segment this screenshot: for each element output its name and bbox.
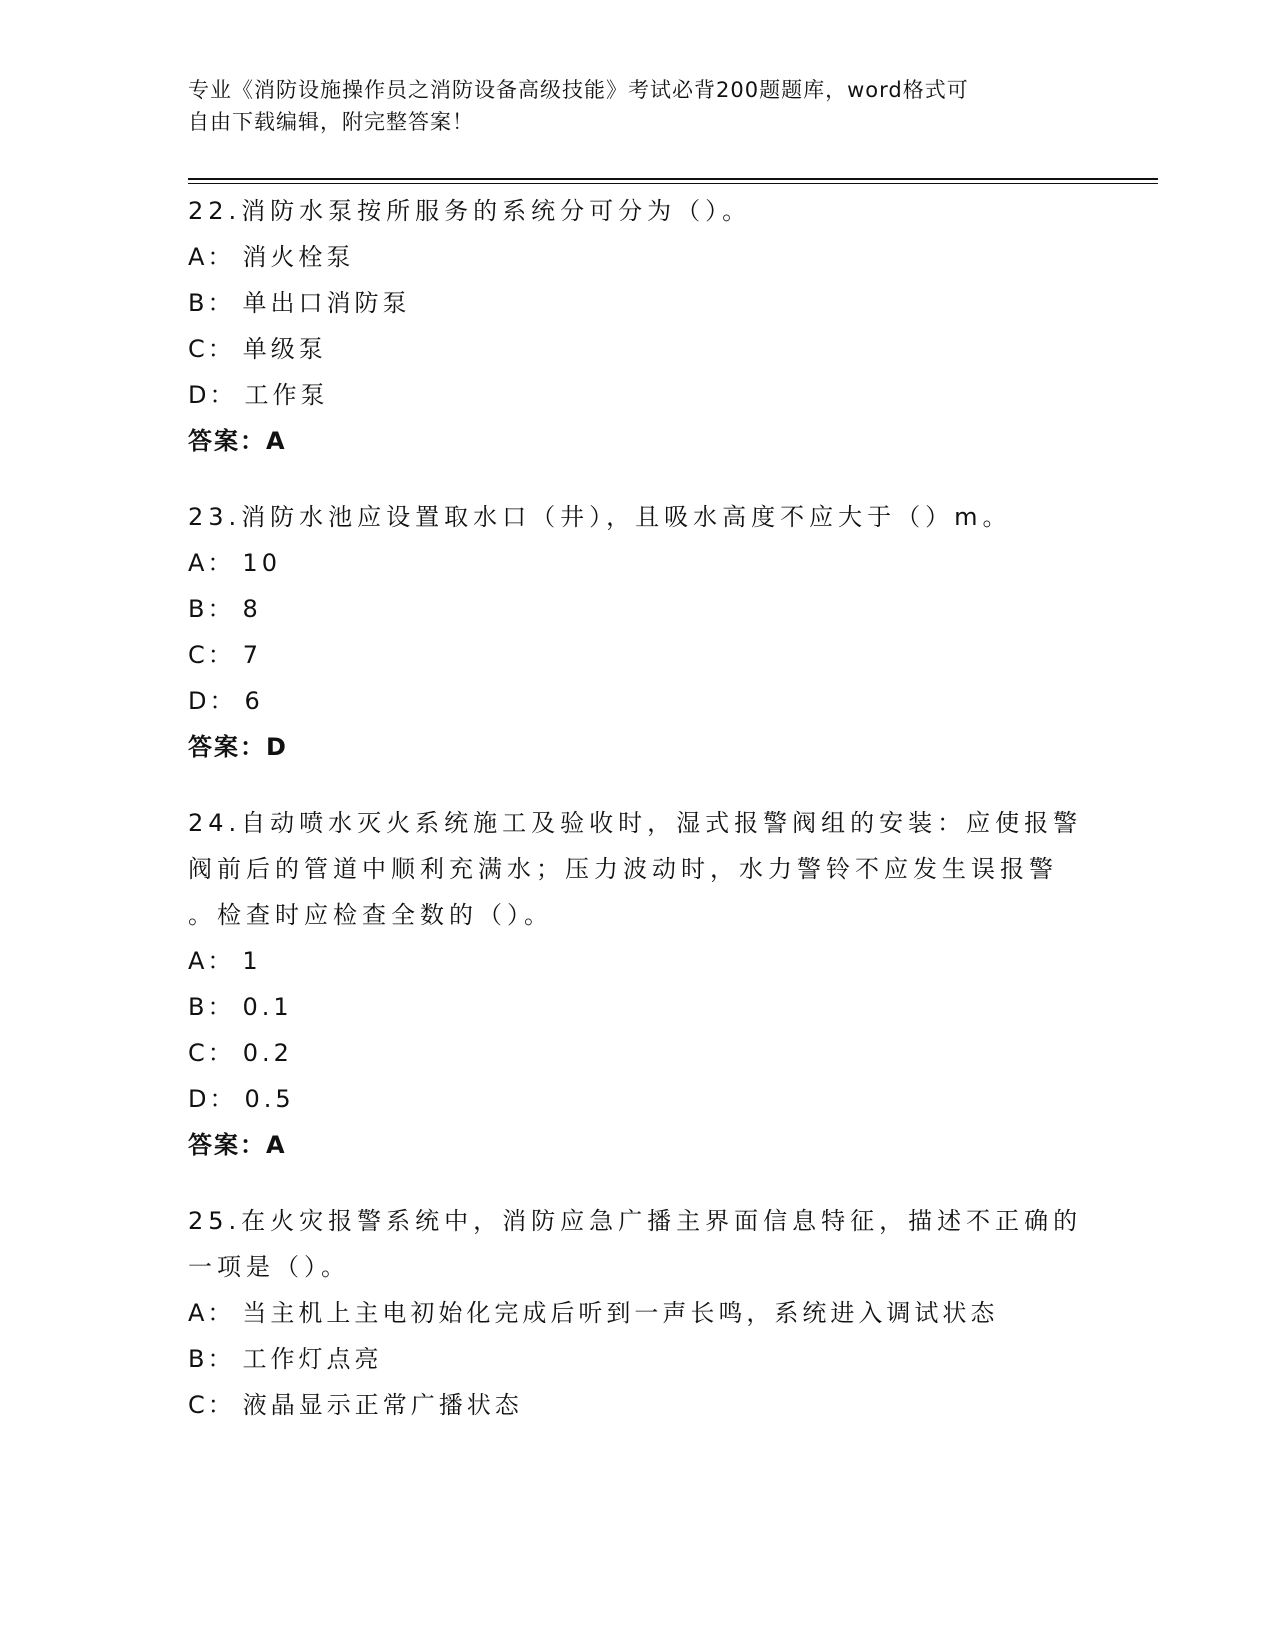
option-c — [188, 1030, 1088, 1076]
option-text: 当主机上主电初始化完成后听到一声长鸣，系统进入调试状态 — [242, 1299, 999, 1327]
option-letter: A： — [188, 549, 235, 577]
option-letter: B： — [188, 993, 235, 1021]
header-divider-thick — [188, 178, 1158, 180]
option-d — [188, 1076, 1088, 1122]
option-letter: C： — [188, 641, 235, 669]
question-stem: 。检查时应检查全数的（）。 — [188, 901, 553, 929]
option-b — [188, 586, 1088, 632]
option-text: 0.2 — [242, 1039, 293, 1067]
option-a — [188, 234, 1088, 280]
question-list — [188, 188, 1088, 1458]
option-text: 1 — [242, 947, 262, 975]
option-letter: C： — [188, 1039, 235, 1067]
question-stem: 23.消防水池应设置取水口（井），且吸水高度不应大于（）m。 — [188, 503, 1012, 531]
option-text: 液晶显示正常广播状态 — [242, 1391, 523, 1419]
option-text: 6 — [244, 687, 264, 715]
option-letter: A： — [188, 243, 235, 271]
option-b — [188, 280, 1088, 326]
option-letter: D： — [188, 1085, 237, 1113]
option-text: 0.5 — [244, 1085, 295, 1113]
option-text: 单级泵 — [242, 335, 327, 363]
option-letter: B： — [188, 1345, 235, 1373]
option-d — [188, 678, 1088, 724]
option-letter: A： — [188, 1299, 235, 1327]
option-text: 7 — [242, 641, 263, 669]
question-25 — [188, 1198, 1088, 1428]
answer-line: 答案：A — [188, 1131, 287, 1159]
option-b — [188, 1336, 1088, 1382]
question-stem: 22.消防水泵按所服务的系统分可分为（）。 — [188, 197, 752, 225]
option-c — [188, 326, 1088, 372]
question-24 — [188, 800, 1088, 1168]
answer-line: 答案：D — [188, 733, 288, 761]
option-text: 0.1 — [242, 993, 293, 1021]
header-line-2: 自由下载编辑，附完整答案！ — [188, 110, 474, 134]
option-text: 单出口消防泵 — [242, 289, 411, 317]
answer-line: 答案：A — [188, 427, 287, 455]
option-text: 工作灯点亮 — [242, 1345, 383, 1373]
option-text: 工作泵 — [244, 381, 329, 409]
header-divider-thin — [188, 183, 1158, 184]
option-c — [188, 1382, 1088, 1428]
option-d — [188, 372, 1088, 418]
option-c — [188, 632, 1088, 678]
question-22 — [188, 188, 1088, 464]
option-a — [188, 938, 1088, 984]
question-23 — [188, 494, 1088, 770]
option-text: 10 — [242, 549, 281, 577]
option-letter: D： — [188, 381, 237, 409]
question-stem: 24.自动喷水灭火系统施工及验收时，湿式报警阀组的安装：应使报警 — [188, 809, 1083, 837]
option-letter: B： — [188, 595, 235, 623]
option-letter: C： — [188, 1391, 235, 1419]
option-a — [188, 1290, 1088, 1336]
header-line-1: 专业《消防设施操作员之消防设备高级技能》考试必背200题题库，word格式可 — [188, 78, 969, 102]
question-stem: 25.在火灾报警系统中，消防应急广播主界面信息特征，描述不正确的 — [188, 1207, 1083, 1235]
question-stem: 一项是（）。 — [188, 1253, 350, 1281]
question-stem: 阀前后的管道中顺利充满水；压力波动时，水力警铃不应发生误报警 — [188, 855, 1058, 883]
option-text: 8 — [242, 595, 262, 623]
option-letter: A： — [188, 947, 235, 975]
option-letter: B： — [188, 289, 235, 317]
option-text: 消火栓泵 — [242, 243, 355, 271]
option-b — [188, 984, 1088, 1030]
option-letter: D： — [188, 687, 237, 715]
option-a — [188, 540, 1088, 586]
option-letter: C： — [188, 335, 235, 363]
document-header — [188, 74, 1088, 138]
